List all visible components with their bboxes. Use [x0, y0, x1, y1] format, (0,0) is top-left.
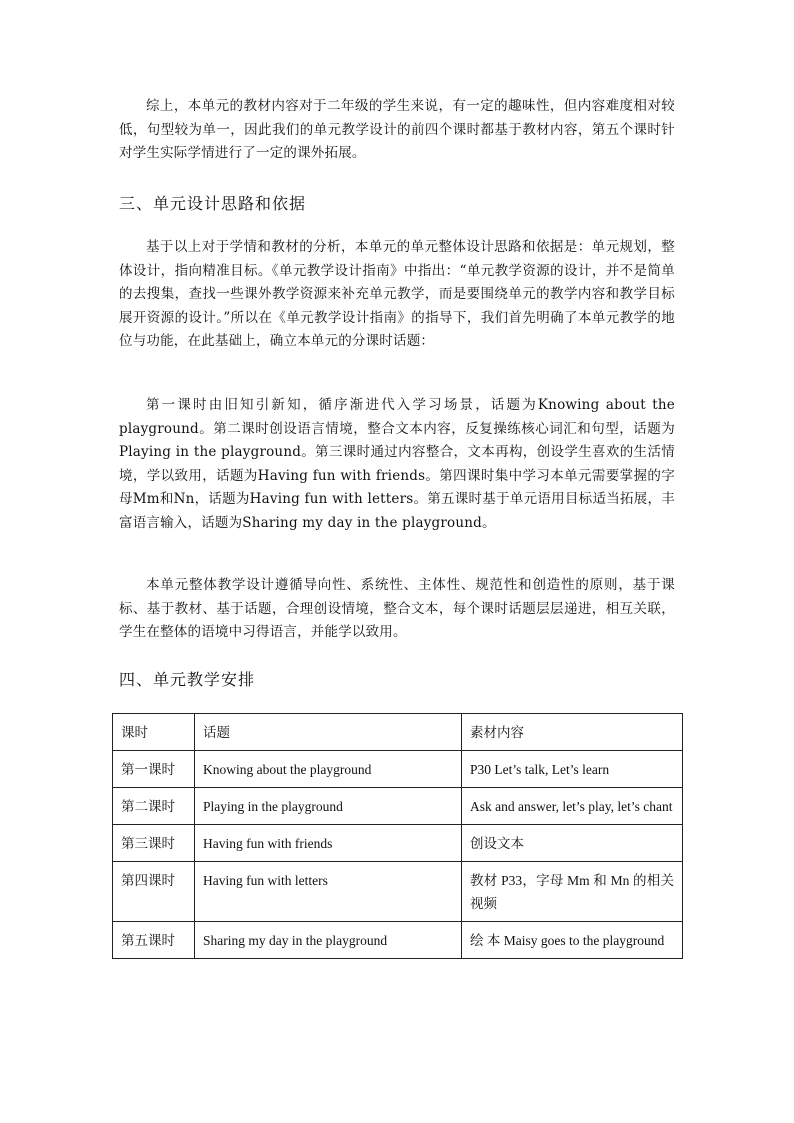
lesson-arrangement-table — [112, 713, 683, 959]
header-cell-lesson: 课时 — [113, 714, 195, 751]
lesson-cell: 第五课时 — [113, 922, 195, 959]
table-row — [113, 862, 683, 922]
paragraph-lesson-topics: 第一课时由旧知引新知，循序渐进代入学习场景，话题为Knowing about the playground。第二课时创设语言情境，整合文本内容，反复操练核心词汇和句型，话题为Playing in the playground。第三课时通过内容整合，文本再构，创设学生喜欢的生活情境，学以致用，话题为Having fun with friends。第四课时集中学习本单元需要掌握的字母Mm和Nn，话题为Having fun with letters。第五课时基于单元语用目标适当拓展，丰富语言输入，话题为Sharing my day in the playground。 — [119, 397, 675, 531]
header-cell-topic: 话题 — [195, 714, 462, 751]
topic-cell: Sharing my day in the playground — [195, 922, 462, 959]
table-header-row — [113, 714, 683, 751]
lesson-cell: 第四课时 — [113, 862, 195, 922]
material-cell: 教材 P33，字母 Mm 和 Mn 的相关视频 — [462, 862, 683, 922]
material-cell: 创设文本 — [462, 825, 683, 862]
topic-cell: Having fun with letters — [195, 862, 462, 922]
paragraph-design-principles: 本单元整体教学设计遵循导向性、系统性、主体性、规范性和创造性的原则，基于课标、基于教材、基于话题，合理创设情境，整合文本，每个课时话题层层递进，相互关联，学生在整体的语境中习得语言，并能学以致用。 — [119, 577, 675, 640]
topic-cell: Having fun with friends — [195, 825, 462, 862]
paragraph-summary: 综上，本单元的教材内容对于二年级的学生来说，有一定的趣味性，但内容难度相对较低，句型较为单一，因此我们的单元教学设计的前四个课时都基于教材内容，第五个课时针对学生实际学情进行了一定的课外拓展。 — [119, 98, 675, 161]
lesson-cell: 第二课时 — [113, 788, 195, 825]
section-heading-3: 三、单元设计思路和依据 — [119, 194, 307, 213]
paragraph-design-basis: 基于以上对于学情和教材的分析，本单元的单元整体设计思路和依据是：单元规划，整体设计，指向精准目标。《单元教学设计指南》中指出：“单元教学资源的设计，并不是简单的去搜集，查找一些课外教学资源来补充单元教学，而是要围绕单元的教学内容和教学目标展开资源的设计。”所以在《单元教学设计指南》的指导下，我们首先明确了本单元教学的地位与功能，在此基础上，确立本单元的分课时话题： — [119, 239, 675, 349]
table-row — [113, 751, 683, 788]
header-cell-material: 素材内容 — [462, 714, 683, 751]
lesson-cell: 第三课时 — [113, 825, 195, 862]
material-cell: P30 Let’s talk, Let’s learn — [462, 751, 683, 788]
table-row — [113, 825, 683, 862]
material-cell: 绘 本 Maisy goes to the playground — [462, 922, 683, 959]
topic-cell: Knowing about the playground — [195, 751, 462, 788]
lesson-cell: 第一课时 — [113, 751, 195, 788]
table-row — [113, 922, 683, 959]
section-heading-4: 四、单元教学安排 — [119, 670, 256, 689]
table-row — [113, 788, 683, 825]
topic-cell: Playing in the playground — [195, 788, 462, 825]
material-cell: Ask and answer, let’s play, let’s chant — [462, 788, 683, 825]
